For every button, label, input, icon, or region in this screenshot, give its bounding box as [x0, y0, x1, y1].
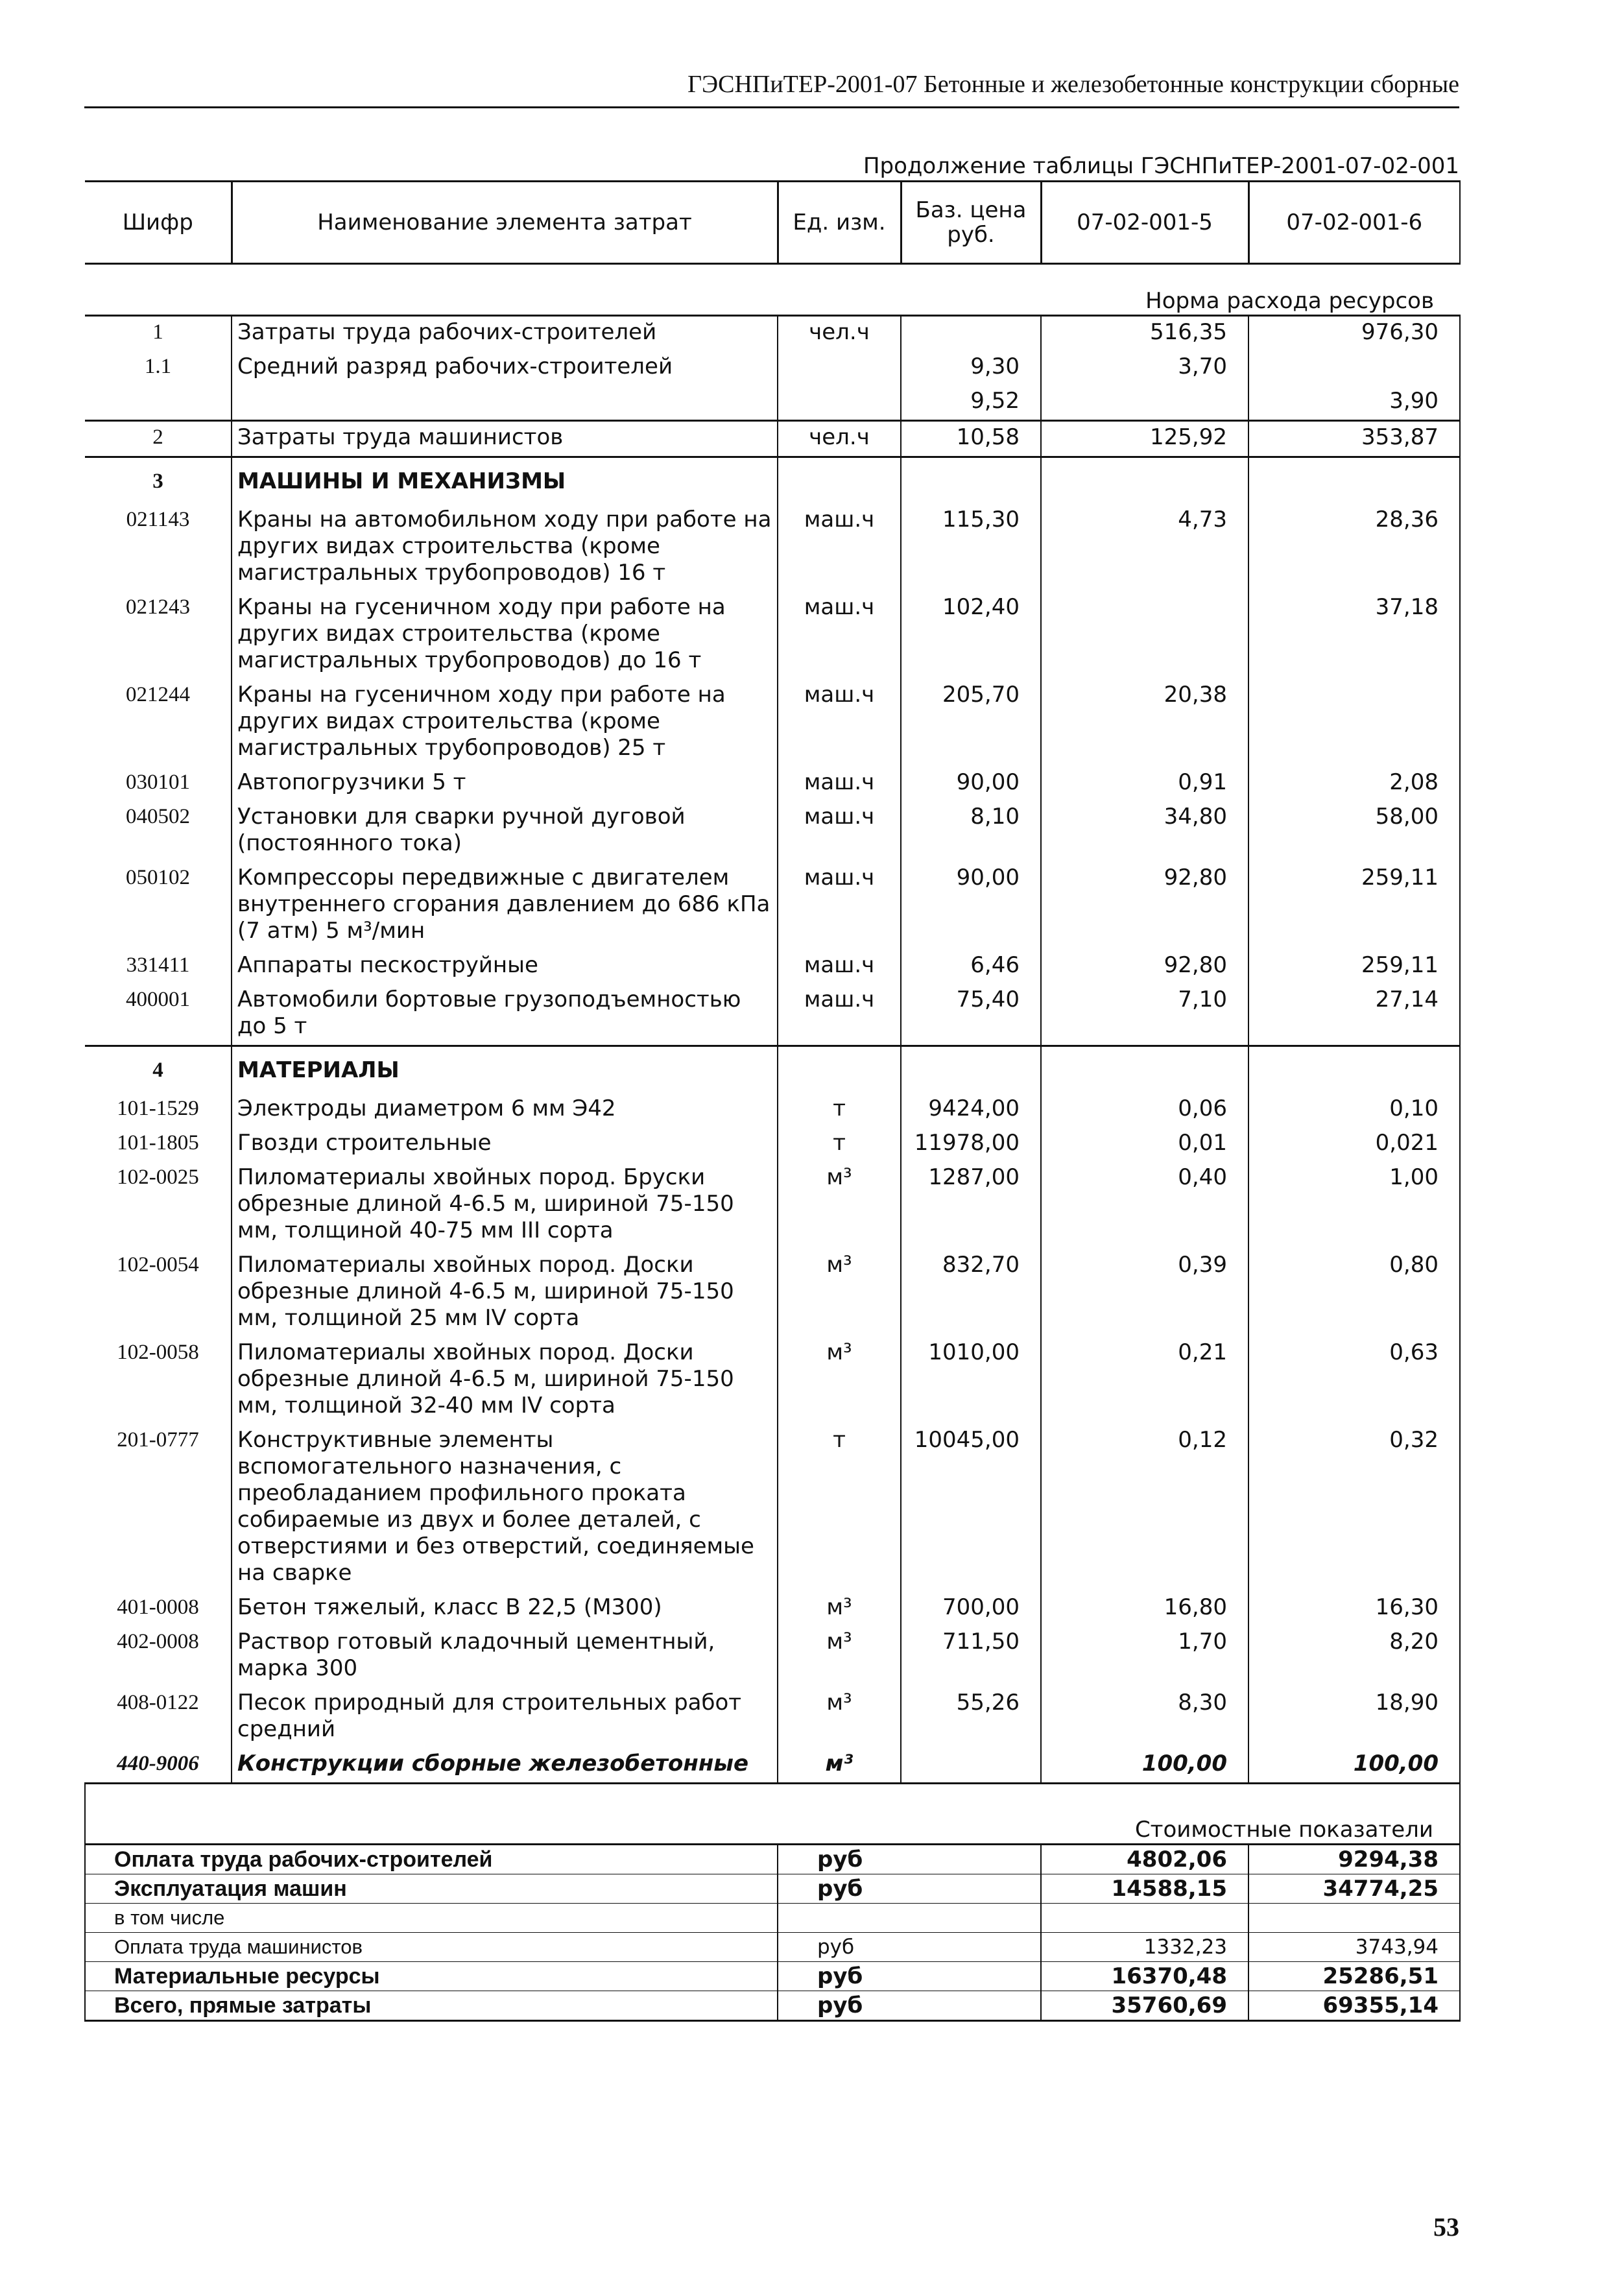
table-row — [85, 1626, 1460, 1687]
cost-unit — [778, 1904, 1041, 1933]
cell-code: 402-0008 — [117, 1630, 199, 1653]
table-row — [85, 950, 1460, 984]
cell-unit: маш.ч — [778, 984, 901, 1046]
cost-row — [85, 1933, 1460, 1962]
cell-unit: т — [778, 1127, 901, 1162]
cell-name: Раствор готовый кладочный цементный, марка 300 — [232, 1626, 778, 1687]
cell-v5: 0,21 — [1041, 1337, 1248, 1424]
cell-price: 9424,00 — [901, 1093, 1041, 1127]
cell-unit: м³ — [778, 1162, 901, 1249]
cell-code: 201-0777 — [117, 1428, 199, 1452]
cell-code: 331411 — [126, 953, 190, 977]
cell-price: 6,46 — [901, 950, 1041, 984]
cell-v6: 0,63 — [1248, 1337, 1460, 1424]
cost-v5: 4802,06 — [1041, 1845, 1248, 1874]
cell-v5: 92,80 — [1041, 950, 1248, 984]
cell-unit — [778, 351, 901, 385]
machines-body — [85, 504, 1460, 1046]
cell-name: Песок природный для строительных работ средний — [232, 1687, 778, 1748]
cost-unit: руб — [778, 1962, 1041, 1991]
cell-code: 1.1 — [144, 355, 172, 378]
cell-v6: 353,87 — [1248, 421, 1460, 457]
cell-name: Компрессоры передвижные с двигателем внутреннего сгорания давлением до 686 кПа (7 атм) 5 м³/мин — [232, 862, 778, 950]
cell-unit: чел.ч — [778, 421, 901, 457]
cell-v6: 976,30 — [1248, 316, 1460, 352]
cell-name: Пиломатериалы хвойных пород. Доски обрезные длиной 4-6.5 м, шириной 75-150 мм, толщиной 25 мм IV сорта — [232, 1249, 778, 1337]
cell-v5: 0,12 — [1041, 1424, 1248, 1592]
table-row — [85, 1424, 1460, 1592]
cell-v6: 0,80 — [1248, 1249, 1460, 1337]
cell-price: 205,70 — [901, 679, 1041, 767]
col-price-header: Баз. цена руб. — [901, 182, 1041, 264]
cost-v6: 69355,14 — [1248, 1991, 1460, 2021]
cost-v6: 3743,94 — [1248, 1933, 1460, 1962]
cell-v5: 16,80 — [1041, 1592, 1248, 1626]
cost-unit: руб — [778, 1933, 1041, 1962]
table-row — [85, 1592, 1460, 1626]
table-row — [85, 801, 1460, 862]
cell-v6: 37,18 — [1248, 592, 1460, 679]
cell-unit: чел.ч — [778, 316, 901, 352]
cell-price: 10045,00 — [901, 1424, 1041, 1592]
cell-name: Краны на автомобильном ходу при работе на других видах строительства (кроме магистральных трубопроводов) 16 т — [232, 504, 778, 592]
table-row — [85, 592, 1460, 679]
cell-name: Гвозди строительные — [232, 1127, 778, 1162]
cell-name: Пиломатериалы хвойных пород. Бруски обрезные длиной 4-6.5 м, шириной 75-150 мм, толщиной 40-75 мм III сорта — [232, 1162, 778, 1249]
cell-v5: 0,01 — [1041, 1127, 1248, 1162]
cell-unit: м³ — [778, 1626, 901, 1687]
cell-unit: м³ — [778, 1687, 901, 1748]
cost-v6: 34774,25 — [1248, 1874, 1460, 1904]
table-row — [85, 1249, 1460, 1337]
header-rule — [84, 106, 1459, 108]
materials-body — [85, 1093, 1460, 1784]
cell-name: Автомобили бортовые грузоподъемностью до 5 т — [232, 984, 778, 1046]
cost-name: Материальные ресурсы — [85, 1962, 778, 1991]
cell-unit: т — [778, 1093, 901, 1127]
cell-code: 101-1805 — [117, 1131, 199, 1154]
cell-v5: 516,35 — [1041, 316, 1248, 352]
cell-v5: 0,91 — [1041, 767, 1248, 801]
cell-price: 711,50 — [901, 1626, 1041, 1687]
cell-unit: т — [778, 1424, 901, 1592]
cell-v5: 8,30 — [1041, 1687, 1248, 1748]
norm-label-row — [85, 264, 1460, 316]
cell-code: 040502 — [126, 805, 190, 828]
cost-v5 — [1041, 1904, 1248, 1933]
cell-v5: 20,38 — [1041, 679, 1248, 767]
table-row — [85, 862, 1460, 950]
cell-price: 55,26 — [901, 1687, 1041, 1748]
table-row — [85, 1337, 1460, 1424]
cell-v6: 259,11 — [1248, 950, 1460, 984]
table-row — [85, 1093, 1460, 1127]
cost-v5: 16370,48 — [1041, 1962, 1248, 1991]
cell-unit: маш.ч — [778, 679, 901, 767]
cell-price: 75,40 — [901, 984, 1041, 1046]
cell-v6: 3,90 — [1248, 385, 1460, 421]
cell-unit: м³ — [778, 1592, 901, 1626]
cell-v5: 1,70 — [1041, 1626, 1248, 1687]
table-row — [85, 679, 1460, 767]
cell-unit: м³ — [778, 1249, 901, 1337]
cell-name: Электроды диаметром 6 мм Э42 — [232, 1093, 778, 1127]
running-header: ГЭСНПиТЕР-2001-07 Бетонные и железобетонные конструкции сборные — [687, 71, 1459, 98]
cost-unit: руб — [778, 1874, 1041, 1904]
cell-code: 021143 — [126, 508, 190, 531]
cell-code — [85, 385, 232, 421]
cell-name: Бетон тяжелый, класс В 22,5 (М300) — [232, 1592, 778, 1626]
section-machines — [85, 457, 1460, 505]
cell-unit: маш.ч — [778, 950, 901, 984]
cost-v5: 14588,15 — [1041, 1874, 1248, 1904]
section-title: МАШИНЫ И МЕХАНИЗМЫ — [232, 457, 778, 505]
cell-name: Затраты труда рабочих-строителей — [232, 316, 778, 352]
cell-v6: 0,021 — [1248, 1127, 1460, 1162]
cell-v5 — [1041, 592, 1248, 679]
cell-code: 440-9006 — [85, 1748, 232, 1784]
cell-name: Пиломатериалы хвойных пород. Доски обрезные длиной 4-6.5 м, шириной 75-150 мм, толщиной 32-40 мм IV сорта — [232, 1337, 778, 1424]
table-row — [85, 351, 1460, 385]
cost-name: Оплата труда машинистов — [85, 1933, 778, 1962]
cell-price: 1010,00 — [901, 1337, 1041, 1424]
cost-row — [85, 1845, 1460, 1874]
cell-name: Установки для сварки ручной дуговой (постоянного тока) — [232, 801, 778, 862]
cell-v6: 16,30 — [1248, 1592, 1460, 1626]
cell-name: Краны на гусеничном ходу при работе на других видах строительства (кроме магистральных трубопроводов) 25 т — [232, 679, 778, 767]
table-row — [85, 385, 1460, 421]
col-unit-header: Ед. изм. — [778, 182, 901, 264]
section-code: 3 — [85, 457, 232, 505]
cost-v5: 1332,23 — [1041, 1933, 1248, 1962]
cell-v5: 100,00 — [1041, 1748, 1248, 1784]
cell-code: 102-0058 — [117, 1341, 199, 1364]
col-name-header: Наименование элемента затрат — [232, 182, 778, 264]
table-row — [85, 767, 1460, 801]
cell-v5: 7,10 — [1041, 984, 1248, 1046]
cell-v5 — [1041, 385, 1248, 421]
table-row — [85, 504, 1460, 592]
cell-v5: 0,40 — [1041, 1162, 1248, 1249]
cell-code: 030101 — [126, 771, 190, 794]
cell-code: 1 — [85, 316, 232, 352]
cell-v5: 4,73 — [1041, 504, 1248, 592]
cost-name: в том числе — [85, 1904, 778, 1933]
cell-code: 021244 — [126, 683, 190, 706]
cost-name: Всего, прямые затраты — [85, 1991, 778, 2021]
cell-unit: маш.ч — [778, 767, 901, 801]
table-header-row — [85, 182, 1460, 264]
cell-price: 700,00 — [901, 1592, 1041, 1626]
cell-price — [901, 1748, 1041, 1784]
cell-price: 8,10 — [901, 801, 1041, 862]
cell-code: 400001 — [126, 988, 190, 1011]
cell-code: 102-0025 — [117, 1166, 199, 1189]
cell-unit: маш.ч — [778, 862, 901, 950]
cell-code: 050102 — [126, 866, 190, 889]
cell-v6: 27,14 — [1248, 984, 1460, 1046]
cell-name: Конструкции сборные железобетонные — [232, 1748, 778, 1784]
norm-label: Норма расхода ресурсов — [1145, 288, 1434, 314]
cell-price: 9,30 — [901, 351, 1041, 385]
cell-v5: 92,80 — [1041, 862, 1248, 950]
cell-name: Автопогрузчики 5 т — [232, 767, 778, 801]
cell-unit — [778, 385, 901, 421]
cost-row — [85, 1991, 1460, 2021]
cell-v6: 18,90 — [1248, 1687, 1460, 1748]
cell-code: 101-1529 — [117, 1097, 199, 1120]
cell-v5: 34,80 — [1041, 801, 1248, 862]
cost-v6: 9294,38 — [1248, 1845, 1460, 1874]
cell-name: Краны на гусеничном ходу при работе на других видах строительства (кроме магистральных трубопроводов) до 16 т — [232, 592, 778, 679]
cell-v6: 2,08 — [1248, 767, 1460, 801]
table-row — [85, 984, 1460, 1046]
cell-price: 90,00 — [901, 862, 1041, 950]
cost-row — [85, 1962, 1460, 1991]
cost-v6: 25286,51 — [1248, 1962, 1460, 1991]
cell-code: 102-0054 — [117, 1253, 199, 1276]
cell-v5: 125,92 — [1041, 421, 1248, 457]
table-row — [85, 1687, 1460, 1748]
cell-v6: 0,10 — [1248, 1093, 1460, 1127]
table-row — [85, 1127, 1460, 1162]
cell-price: 11978,00 — [901, 1127, 1041, 1162]
cell-name: Аппараты пескоструйные — [232, 950, 778, 984]
cell-name: Средний разряд рабочих-строителей — [232, 351, 778, 385]
cell-unit: м³ — [778, 1748, 901, 1784]
cell-unit: маш.ч — [778, 801, 901, 862]
cell-price — [901, 316, 1041, 352]
cell-price: 102,40 — [901, 592, 1041, 679]
cost-row — [85, 1904, 1460, 1933]
cost-v6 — [1248, 1904, 1460, 1933]
cell-name — [232, 385, 778, 421]
page-number: 53 — [1433, 2212, 1459, 2242]
table-row — [85, 1748, 1460, 1784]
cell-code: 2 — [85, 421, 232, 457]
cell-v6: 100,00 — [1248, 1748, 1460, 1784]
cell-price: 115,30 — [901, 504, 1041, 592]
col-5-header: 07-02-001-5 — [1041, 182, 1248, 264]
cost-label: Стоимостные показатели — [85, 1817, 1460, 1845]
section-materials — [85, 1046, 1460, 1094]
table-continuation-caption: Продолжение таблицы ГЭСНПиТЕР-2001-07-02-001 — [863, 153, 1459, 179]
cell-v6 — [1248, 351, 1460, 385]
col-code-header: Шифр — [85, 182, 232, 264]
section-title: МАТЕРИАЛЫ — [232, 1046, 778, 1094]
cell-v6: 0,32 — [1248, 1424, 1460, 1592]
resource-norms-table — [84, 180, 1461, 2022]
cell-price: 832,70 — [901, 1249, 1041, 1337]
cell-price: 10,58 — [901, 421, 1041, 457]
cell-v6: 28,36 — [1248, 504, 1460, 592]
cell-unit: маш.ч — [778, 504, 901, 592]
cell-v6: 1,00 — [1248, 1162, 1460, 1249]
cost-label-gap — [85, 1784, 1460, 1817]
cell-unit: м³ — [778, 1337, 901, 1424]
table-row — [85, 421, 1460, 457]
cell-price: 90,00 — [901, 767, 1041, 801]
cell-price: 1287,00 — [901, 1162, 1041, 1249]
cell-v6: 259,11 — [1248, 862, 1460, 950]
cost-unit: руб — [778, 1845, 1041, 1874]
cell-code: 021243 — [126, 595, 190, 619]
section-code: 4 — [85, 1046, 232, 1094]
cell-name: Конструктивные элементы вспомогательного назначения, с преобладанием профильного проката собираемые из двух и более деталей, с отверстиями и без отверстий, соединяемые на сварке — [232, 1424, 778, 1592]
cell-name: Затраты труда машинистов — [232, 421, 778, 457]
cell-unit: маш.ч — [778, 592, 901, 679]
cell-v5: 0,39 — [1041, 1249, 1248, 1337]
cell-v5: 0,06 — [1041, 1093, 1248, 1127]
cost-unit: руб — [778, 1991, 1041, 2021]
cost-name: Оплата труда рабочих-строителей — [85, 1845, 778, 1874]
cost-label-row — [85, 1817, 1460, 1845]
cost-v5: 35760,69 — [1041, 1991, 1248, 2021]
cell-v6 — [1248, 679, 1460, 767]
cell-v5: 3,70 — [1041, 351, 1248, 385]
cost-name: Эксплуатация машин — [85, 1874, 778, 1904]
table-row — [85, 316, 1460, 352]
cell-code: 408-0122 — [117, 1691, 199, 1714]
table-row — [85, 1162, 1460, 1249]
cell-price: 9,52 — [901, 385, 1041, 421]
cell-code: 401-0008 — [117, 1596, 199, 1619]
cost-row — [85, 1874, 1460, 1904]
cell-v6: 58,00 — [1248, 801, 1460, 862]
col-6-header: 07-02-001-6 — [1248, 182, 1460, 264]
costs-body — [85, 1845, 1460, 2021]
cell-v6: 8,20 — [1248, 1626, 1460, 1687]
